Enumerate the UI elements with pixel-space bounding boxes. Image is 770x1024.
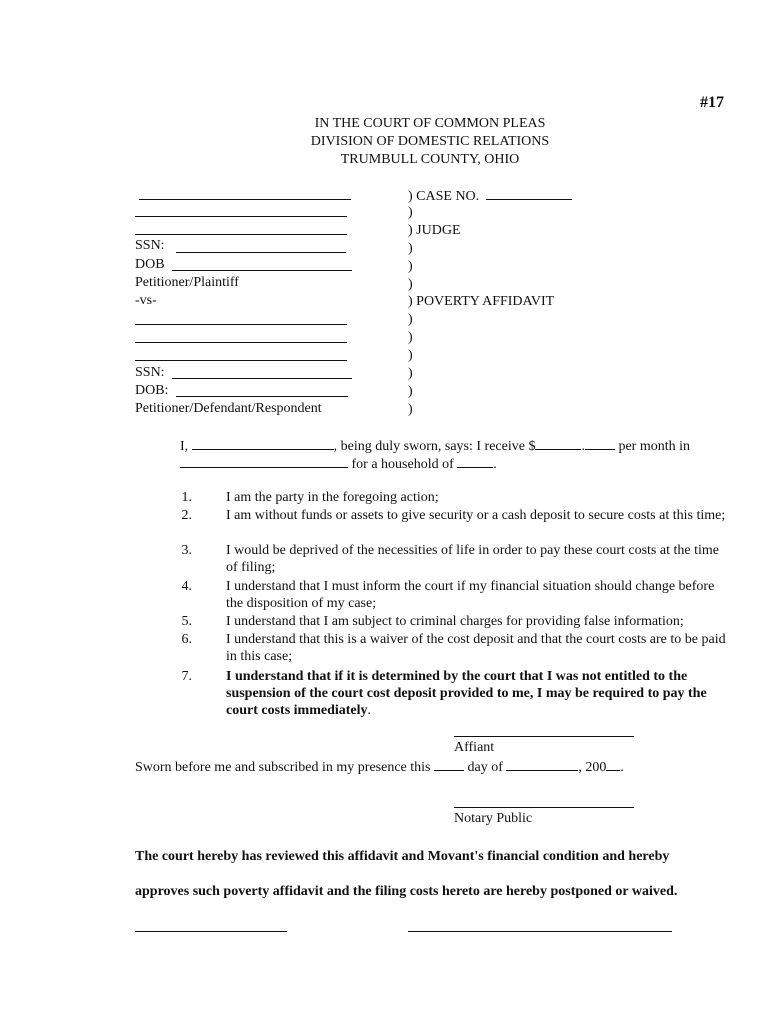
- defendant-city-line[interactable]: [135, 360, 347, 361]
- plaintiff-address-line[interactable]: [135, 216, 347, 217]
- petitioner-plaintiff-label: Petitioner/Plaintiff: [135, 275, 239, 290]
- item-text-bold: I understand that if it is determined by the court that I was not entitled to the suspension of the court cost deposit provided to me, I may be required to pay the court costs immediately.: [226, 669, 707, 718]
- defendant-name-line[interactable]: [135, 324, 347, 325]
- notary-signature-line[interactable]: [454, 807, 634, 808]
- plaintiff-dob-field[interactable]: [172, 270, 352, 271]
- court-division: DIVISION OF DOMESTIC RELATIONS: [310, 134, 550, 149]
- caption-paren: ): [408, 241, 413, 256]
- petitioner-defendant-label: Petitioner/Defendant/Respondent: [135, 401, 322, 416]
- plaintiff-name-line[interactable]: [139, 199, 351, 200]
- intro-line-1: I, , being duly sworn, says: I receive $ . per month in: [180, 436, 690, 456]
- caption-paren: ): [408, 259, 413, 274]
- date-signature-line[interactable]: [135, 931, 287, 932]
- income-cents-field[interactable]: [585, 436, 615, 450]
- item-number: 3.: [181, 543, 192, 558]
- court-county: TRUMBULL COUNTY, OHIO: [340, 152, 520, 167]
- caption-paren: ): [408, 366, 413, 381]
- caption-paren: ): [408, 312, 413, 327]
- poverty-affidavit-title: ) POVERTY AFFIDAVIT: [408, 294, 555, 309]
- caption-paren: ): [408, 348, 413, 363]
- judge-label: ) JUDGE: [408, 223, 461, 238]
- income-source-field[interactable]: [180, 454, 348, 468]
- caption-paren: ): [408, 402, 413, 417]
- item-text: I am the party in the foregoing action;: [226, 490, 439, 505]
- item-text: I understand that I am subject to criminal charges for providing false information;: [226, 614, 684, 629]
- item-number: 4.: [181, 579, 192, 594]
- item-number: 5.: [181, 614, 192, 629]
- plaintiff-dob-label: DOB: [135, 257, 165, 272]
- plaintiff-ssn-label: SSN:: [135, 238, 165, 253]
- plaintiff-city-line[interactable]: [135, 234, 347, 235]
- caption-paren: ): [408, 384, 413, 399]
- item-number: 1.: [181, 490, 192, 505]
- affiant-label: Affiant: [454, 740, 495, 755]
- defendant-dob-field[interactable]: [176, 396, 348, 397]
- sworn-before-line: Sworn before me and subscribed in my presence this day of , 200 .: [135, 757, 624, 777]
- defendant-ssn-field[interactable]: [172, 378, 352, 379]
- item-number: 2.: [181, 508, 192, 523]
- affiant-signature-line[interactable]: [454, 736, 634, 737]
- caption-paren: ): [408, 330, 413, 345]
- case-no-field[interactable]: [486, 186, 572, 200]
- judge-signature-line[interactable]: [408, 931, 672, 932]
- caption-paren: ): [408, 277, 413, 292]
- item-text: I understand that I must inform the court if my financial situation should change before the disposition of my case;: [226, 579, 715, 611]
- sworn-month-field[interactable]: [506, 757, 578, 771]
- item-number: 7.: [181, 669, 192, 684]
- court-name: IN THE COURT OF COMMON PLEAS: [314, 116, 546, 131]
- defendant-ssn-label: SSN:: [135, 365, 165, 380]
- item-number: 6.: [181, 632, 192, 647]
- defendant-dob-label: DOB:: [135, 383, 169, 398]
- court-statement-line-1: The court hereby has reviewed this affidavit and Movant's financial condition and hereby: [135, 849, 670, 864]
- intro-line-2: for a household of .: [180, 454, 497, 474]
- item-text: I understand that this is a waiver of the cost deposit and that the court costs are to be paid in this case;: [226, 632, 726, 664]
- item-text: I am without funds or assets to give security or a cash deposit to secure costs at this time;: [226, 508, 726, 523]
- court-statement-line-2: approves such poverty affidavit and the filing costs hereto are hereby postponed or waived.: [135, 884, 678, 899]
- income-dollars-field[interactable]: [535, 436, 581, 450]
- vs-label: -vs-: [135, 293, 157, 308]
- sworn-year-field[interactable]: [606, 757, 620, 771]
- case-no-label: ) CASE NO.: [408, 186, 572, 206]
- plaintiff-ssn-field[interactable]: [176, 252, 346, 253]
- notary-label: Notary Public: [454, 811, 533, 826]
- affiant-name-field[interactable]: [192, 436, 334, 450]
- form-number: #17: [700, 94, 724, 111]
- item-text: I would be deprived of the necessities of life in order to pay these court costs at the time of filing;: [226, 543, 719, 575]
- sworn-day-field[interactable]: [434, 757, 464, 771]
- defendant-address-line[interactable]: [135, 342, 347, 343]
- household-size-field[interactable]: [457, 454, 493, 468]
- caption-paren: ): [408, 205, 413, 220]
